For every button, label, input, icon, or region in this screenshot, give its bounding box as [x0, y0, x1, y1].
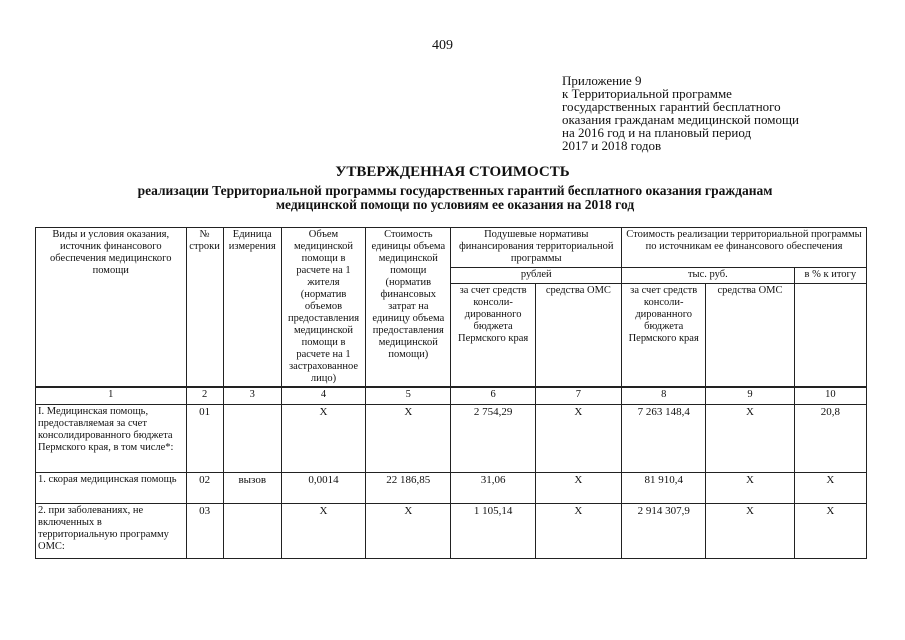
column-number: 3	[223, 387, 281, 405]
row-volume: X	[281, 405, 365, 473]
row-name: 2. при заболеваниях, не включенных в территориальную программу ОМС:	[36, 504, 187, 559]
header-pc-budget: за счет средств консоли-дированного бюджета Пермского края	[451, 283, 535, 387]
row-number: 02	[186, 473, 223, 504]
header-unit: Единица измерения	[223, 228, 281, 388]
column-number: 7	[535, 387, 621, 405]
row-volume: X	[281, 504, 365, 559]
column-number: 8	[622, 387, 706, 405]
appendix-note	[562, 74, 799, 152]
column-number: 1	[36, 387, 187, 405]
document-title: УТВЕРЖДЕННАЯ СТОИМОСТЬ	[335, 164, 570, 180]
row-pc-oms: X	[535, 473, 621, 504]
column-number: 6	[451, 387, 535, 405]
row-cost: 22 186,85	[366, 473, 451, 504]
header-rubles: рублей	[451, 268, 622, 284]
table-row	[36, 473, 867, 504]
table-row	[36, 504, 867, 559]
row-unit: вызов	[223, 473, 281, 504]
appendix-line: на 2016 год и на плановый период	[562, 125, 752, 140]
row-pc-oms: X	[535, 405, 621, 473]
row-total-budget: 81 910,4	[622, 473, 706, 504]
row-pct: X	[794, 504, 866, 559]
header-unit-cost: Стоимость единицы объема медицинской помощи (норматив финансовых затрат на единицу объема предоставления медицинской помощи)	[366, 228, 451, 388]
column-number: 10	[794, 387, 866, 405]
cost-table	[35, 227, 867, 559]
header-row-number: № строки	[186, 228, 223, 388]
appendix-line: 2017 и 2018 годов	[562, 138, 662, 153]
column-number-row	[36, 387, 867, 405]
header-volume: Объем медицинской помощи в расчете на 1 жителя (норматив объемов предоставления медицинской помощи в расчете на 1 застрахованное лицо)	[281, 228, 365, 388]
row-cost: X	[366, 405, 451, 473]
header-kind: Виды и условия оказания, источник финансового обеспечения медицинского помощи	[36, 228, 187, 388]
row-pct: 20,8	[794, 405, 866, 473]
appendix-line: Приложение 9	[562, 73, 642, 88]
header-per-capita: Подушевые нормативы финансирования территориальной программы	[451, 228, 622, 268]
row-total-budget: 2 914 307,9	[622, 504, 706, 559]
row-pc-budget: 31,06	[451, 473, 535, 504]
row-name: I. Медицинская помощь, предоставляемая за счет консолидированного бюджета Пермского края, в том числе*:	[36, 405, 187, 473]
header-pc-oms: средства ОМС	[535, 283, 621, 387]
appendix-line: к Территориальной программе	[562, 86, 732, 101]
header-total-oms: средства ОМС	[706, 283, 794, 387]
header-total-cost: Стоимость реализации территориальной программы по источникам ее финансового обеспечения	[622, 228, 867, 268]
subtitle-line: медицинской помощи по условиям ее оказания на 2018 год	[275, 197, 635, 212]
appendix-line: государственных гарантий бесплатного	[562, 99, 781, 114]
header-percent: в % к итогу	[794, 268, 866, 284]
row-total-budget: 7 263 148,4	[622, 405, 706, 473]
row-cost: X	[366, 504, 451, 559]
header-thousand-rubles: тыс. руб.	[622, 268, 795, 284]
row-total-oms: X	[706, 473, 794, 504]
row-pc-budget: 2 754,29	[451, 405, 535, 473]
header-pct-empty	[794, 283, 866, 387]
header-total-budget: за счет средств консоли-дированного бюджета Пермского края	[622, 283, 706, 387]
row-number: 01	[186, 405, 223, 473]
column-number: 2	[186, 387, 223, 405]
column-number: 9	[706, 387, 794, 405]
appendix-line: оказания гражданам медицинской помощи	[562, 112, 799, 127]
row-total-oms: X	[706, 504, 794, 559]
column-number: 5	[366, 387, 451, 405]
column-number: 4	[281, 387, 365, 405]
row-total-oms: X	[706, 405, 794, 473]
row-volume: 0,0014	[281, 473, 365, 504]
page-number: 409	[432, 38, 453, 53]
table-row	[36, 405, 867, 473]
row-unit	[223, 405, 281, 473]
row-number: 03	[186, 504, 223, 559]
row-pc-oms: X	[535, 504, 621, 559]
row-pct: X	[794, 473, 866, 504]
row-name: 1. скорая медицинская помощь	[36, 473, 187, 504]
row-pc-budget: 1 105,14	[451, 504, 535, 559]
subtitle-line: реализации Территориальной программы государственных гарантий бесплатного оказания гражданам	[137, 183, 773, 198]
row-unit	[223, 504, 281, 559]
document-subtitle	[40, 184, 870, 212]
